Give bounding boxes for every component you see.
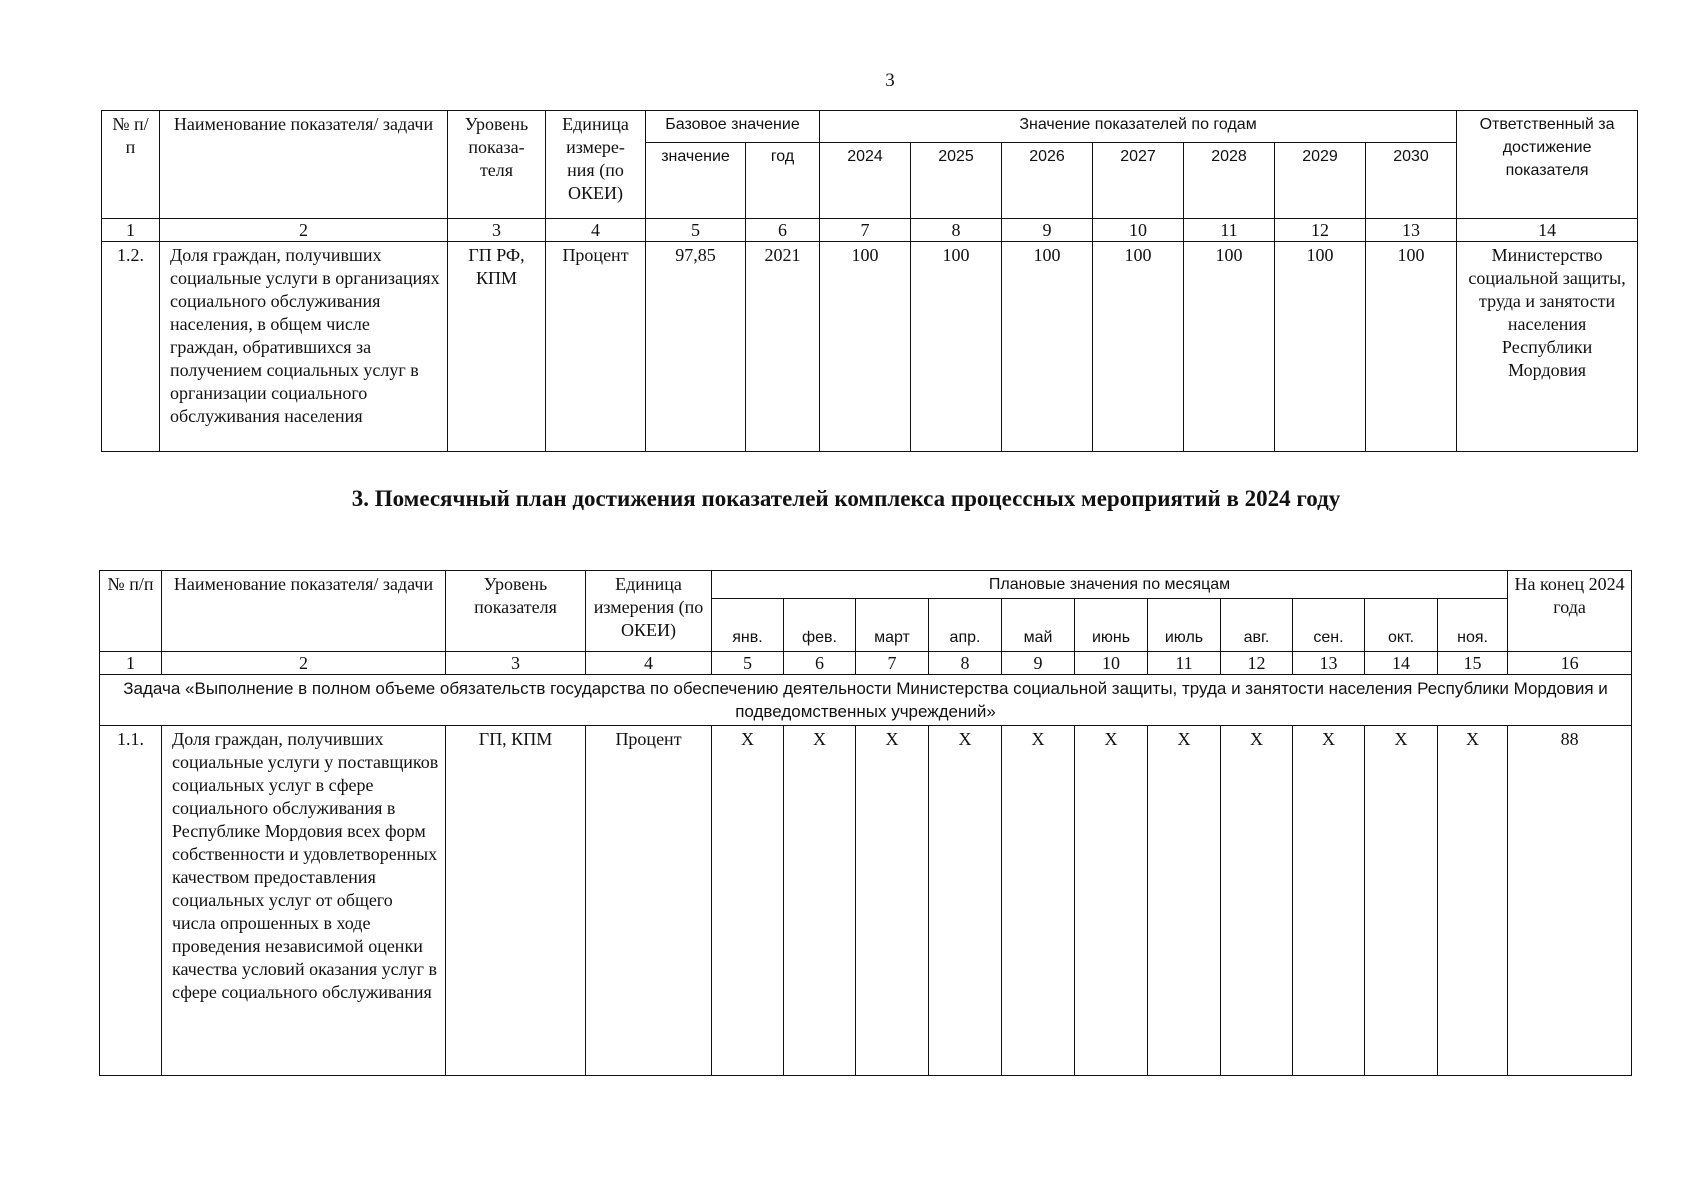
row-year-value: 100	[911, 242, 1002, 452]
header-month: окт.	[1365, 599, 1438, 652]
header-num: № п/п	[100, 571, 162, 652]
page-number: 3	[885, 70, 895, 91]
column-index: 12	[1221, 652, 1293, 675]
row-responsible: Министерство социальной защиты, труда и занятости населения Республики Мордовия	[1457, 242, 1638, 452]
column-index: 2	[160, 219, 448, 242]
column-index: 13	[1366, 219, 1457, 242]
header-month: июль	[1148, 599, 1221, 652]
row-level: ГП РФ, КПМ	[448, 242, 546, 452]
header-month: авг.	[1221, 599, 1293, 652]
task-row	[100, 675, 1632, 726]
row-year-value: 100	[1093, 242, 1184, 452]
row-year-value: 100	[1184, 242, 1275, 452]
table-row	[102, 242, 1638, 452]
header-name: Наименование показателя/ задачи	[160, 111, 448, 219]
row-end-value: 88	[1508, 726, 1632, 1076]
column-index: 10	[1093, 219, 1184, 242]
column-index: 15	[1438, 652, 1508, 675]
table-row	[100, 726, 1632, 1076]
column-index: 5	[712, 652, 784, 675]
indicators-by-year-table	[101, 110, 1638, 452]
column-index: 13	[1293, 652, 1365, 675]
column-index: 4	[586, 652, 712, 675]
row-base-year: 2021	[746, 242, 820, 452]
header-month: ноя.	[1438, 599, 1508, 652]
header-responsible: Ответственный за достижение показателя	[1457, 111, 1638, 219]
row-month-value: X	[1075, 726, 1148, 1076]
header-month: апр.	[929, 599, 1002, 652]
row-month-value: X	[1148, 726, 1221, 1076]
header-month: янв.	[712, 599, 784, 652]
header-level: Уровень показателя	[446, 571, 586, 652]
header-year: 2029	[1275, 143, 1366, 219]
header-month: май	[1002, 599, 1075, 652]
column-index: 9	[1002, 652, 1075, 675]
column-index: 11	[1184, 219, 1275, 242]
column-index: 3	[446, 652, 586, 675]
row-base-value: 97,85	[646, 242, 746, 452]
header-num: № п/п	[102, 111, 160, 219]
column-index-row	[102, 219, 1638, 242]
column-index: 14	[1457, 219, 1638, 242]
header-month: сен.	[1293, 599, 1365, 652]
row-name: Доля граждан, получивших социальные услуги у поставщиков социальных услуг в сфере социального обслуживания в Республике Мордовия всех форм собственности и удовлетворенных качеством предоставления социальных услуг от общего числа опрошенных в ходе проведения независимой оценки качества условий оказания услуг в сфере социального обслуживания	[162, 726, 446, 1076]
column-index: 8	[929, 652, 1002, 675]
header-month: фев.	[784, 599, 856, 652]
row-month-value: X	[1365, 726, 1438, 1076]
row-month-value: X	[784, 726, 856, 1076]
header-month: март	[856, 599, 929, 652]
row-level: ГП, КПМ	[446, 726, 586, 1076]
header-year: 2027	[1093, 143, 1184, 219]
column-index: 10	[1075, 652, 1148, 675]
row-month-value: X	[1293, 726, 1365, 1076]
task-description: Задача «Выполнение в полном объеме обязательств государства по обеспечению деятельности Министерства социальной защиты, труда и занятости населения Республики Мордовия и подведомственных учреждений»	[100, 675, 1632, 726]
row-month-value: X	[856, 726, 929, 1076]
column-index: 5	[646, 219, 746, 242]
column-index: 4	[546, 219, 646, 242]
header-year: 2028	[1184, 143, 1275, 219]
header-month: июнь	[1075, 599, 1148, 652]
row-year-value: 100	[1275, 242, 1366, 452]
header-year: 2024	[820, 143, 911, 219]
row-year-value: 100	[820, 242, 911, 452]
row-month-value: X	[1438, 726, 1508, 1076]
column-index: 6	[746, 219, 820, 242]
section-title: 3. Помесячный план достижения показателей комплекса процессных мероприятий в 2024 году	[351, 486, 1341, 511]
header-year: 2026	[1002, 143, 1093, 219]
header-base-value: значение	[646, 143, 746, 219]
row-month-value: X	[712, 726, 784, 1076]
column-index: 11	[1148, 652, 1221, 675]
row-month-value: X	[929, 726, 1002, 1076]
header-base-year: год	[746, 143, 820, 219]
header-year: 2030	[1366, 143, 1457, 219]
header-unit: Единица измере- ния (по ОКЕИ)	[546, 111, 646, 219]
row-month-value: X	[1221, 726, 1293, 1076]
header-years-group: Значение показателей по годам	[820, 111, 1457, 143]
column-index: 3	[448, 219, 546, 242]
row-year-value: 100	[1002, 242, 1093, 452]
header-row	[102, 111, 1638, 143]
column-index: 7	[820, 219, 911, 242]
header-months-group: Плановые значения по месяцам	[712, 571, 1508, 599]
column-index: 1	[100, 652, 162, 675]
header-level: Уровень показа- теля	[448, 111, 546, 219]
header-base: Базовое значение	[646, 111, 820, 143]
row-name: Доля граждан, получивших социальные услуги в организациях социального обслуживания населения, в общем числе граждан, обратившихся за получением социальных услуг в организации социального обслуживания населения	[160, 242, 448, 452]
column-index: 16	[1508, 652, 1632, 675]
row-unit: Процент	[586, 726, 712, 1076]
row-year-value: 100	[1366, 242, 1457, 452]
row-month-value: X	[1002, 726, 1075, 1076]
column-index: 7	[856, 652, 929, 675]
column-index: 1	[102, 219, 160, 242]
header-name: Наименование показателя/ задачи	[162, 571, 446, 652]
row-num: 1.1.	[100, 726, 162, 1076]
column-index: 14	[1365, 652, 1438, 675]
column-index: 9	[1002, 219, 1093, 242]
row-unit: Процент	[546, 242, 646, 452]
header-unit: Единица измерения (по ОКЕИ)	[586, 571, 712, 652]
header-end-of-year: На конец 2024 года	[1508, 571, 1632, 652]
column-index: 6	[784, 652, 856, 675]
column-index-row	[100, 652, 1632, 675]
header-row	[100, 571, 1632, 599]
header-year: 2025	[911, 143, 1002, 219]
column-index: 8	[911, 219, 1002, 242]
column-index: 2	[162, 652, 446, 675]
column-index: 12	[1275, 219, 1366, 242]
row-num: 1.2.	[102, 242, 160, 452]
monthly-plan-table	[99, 570, 1632, 1076]
